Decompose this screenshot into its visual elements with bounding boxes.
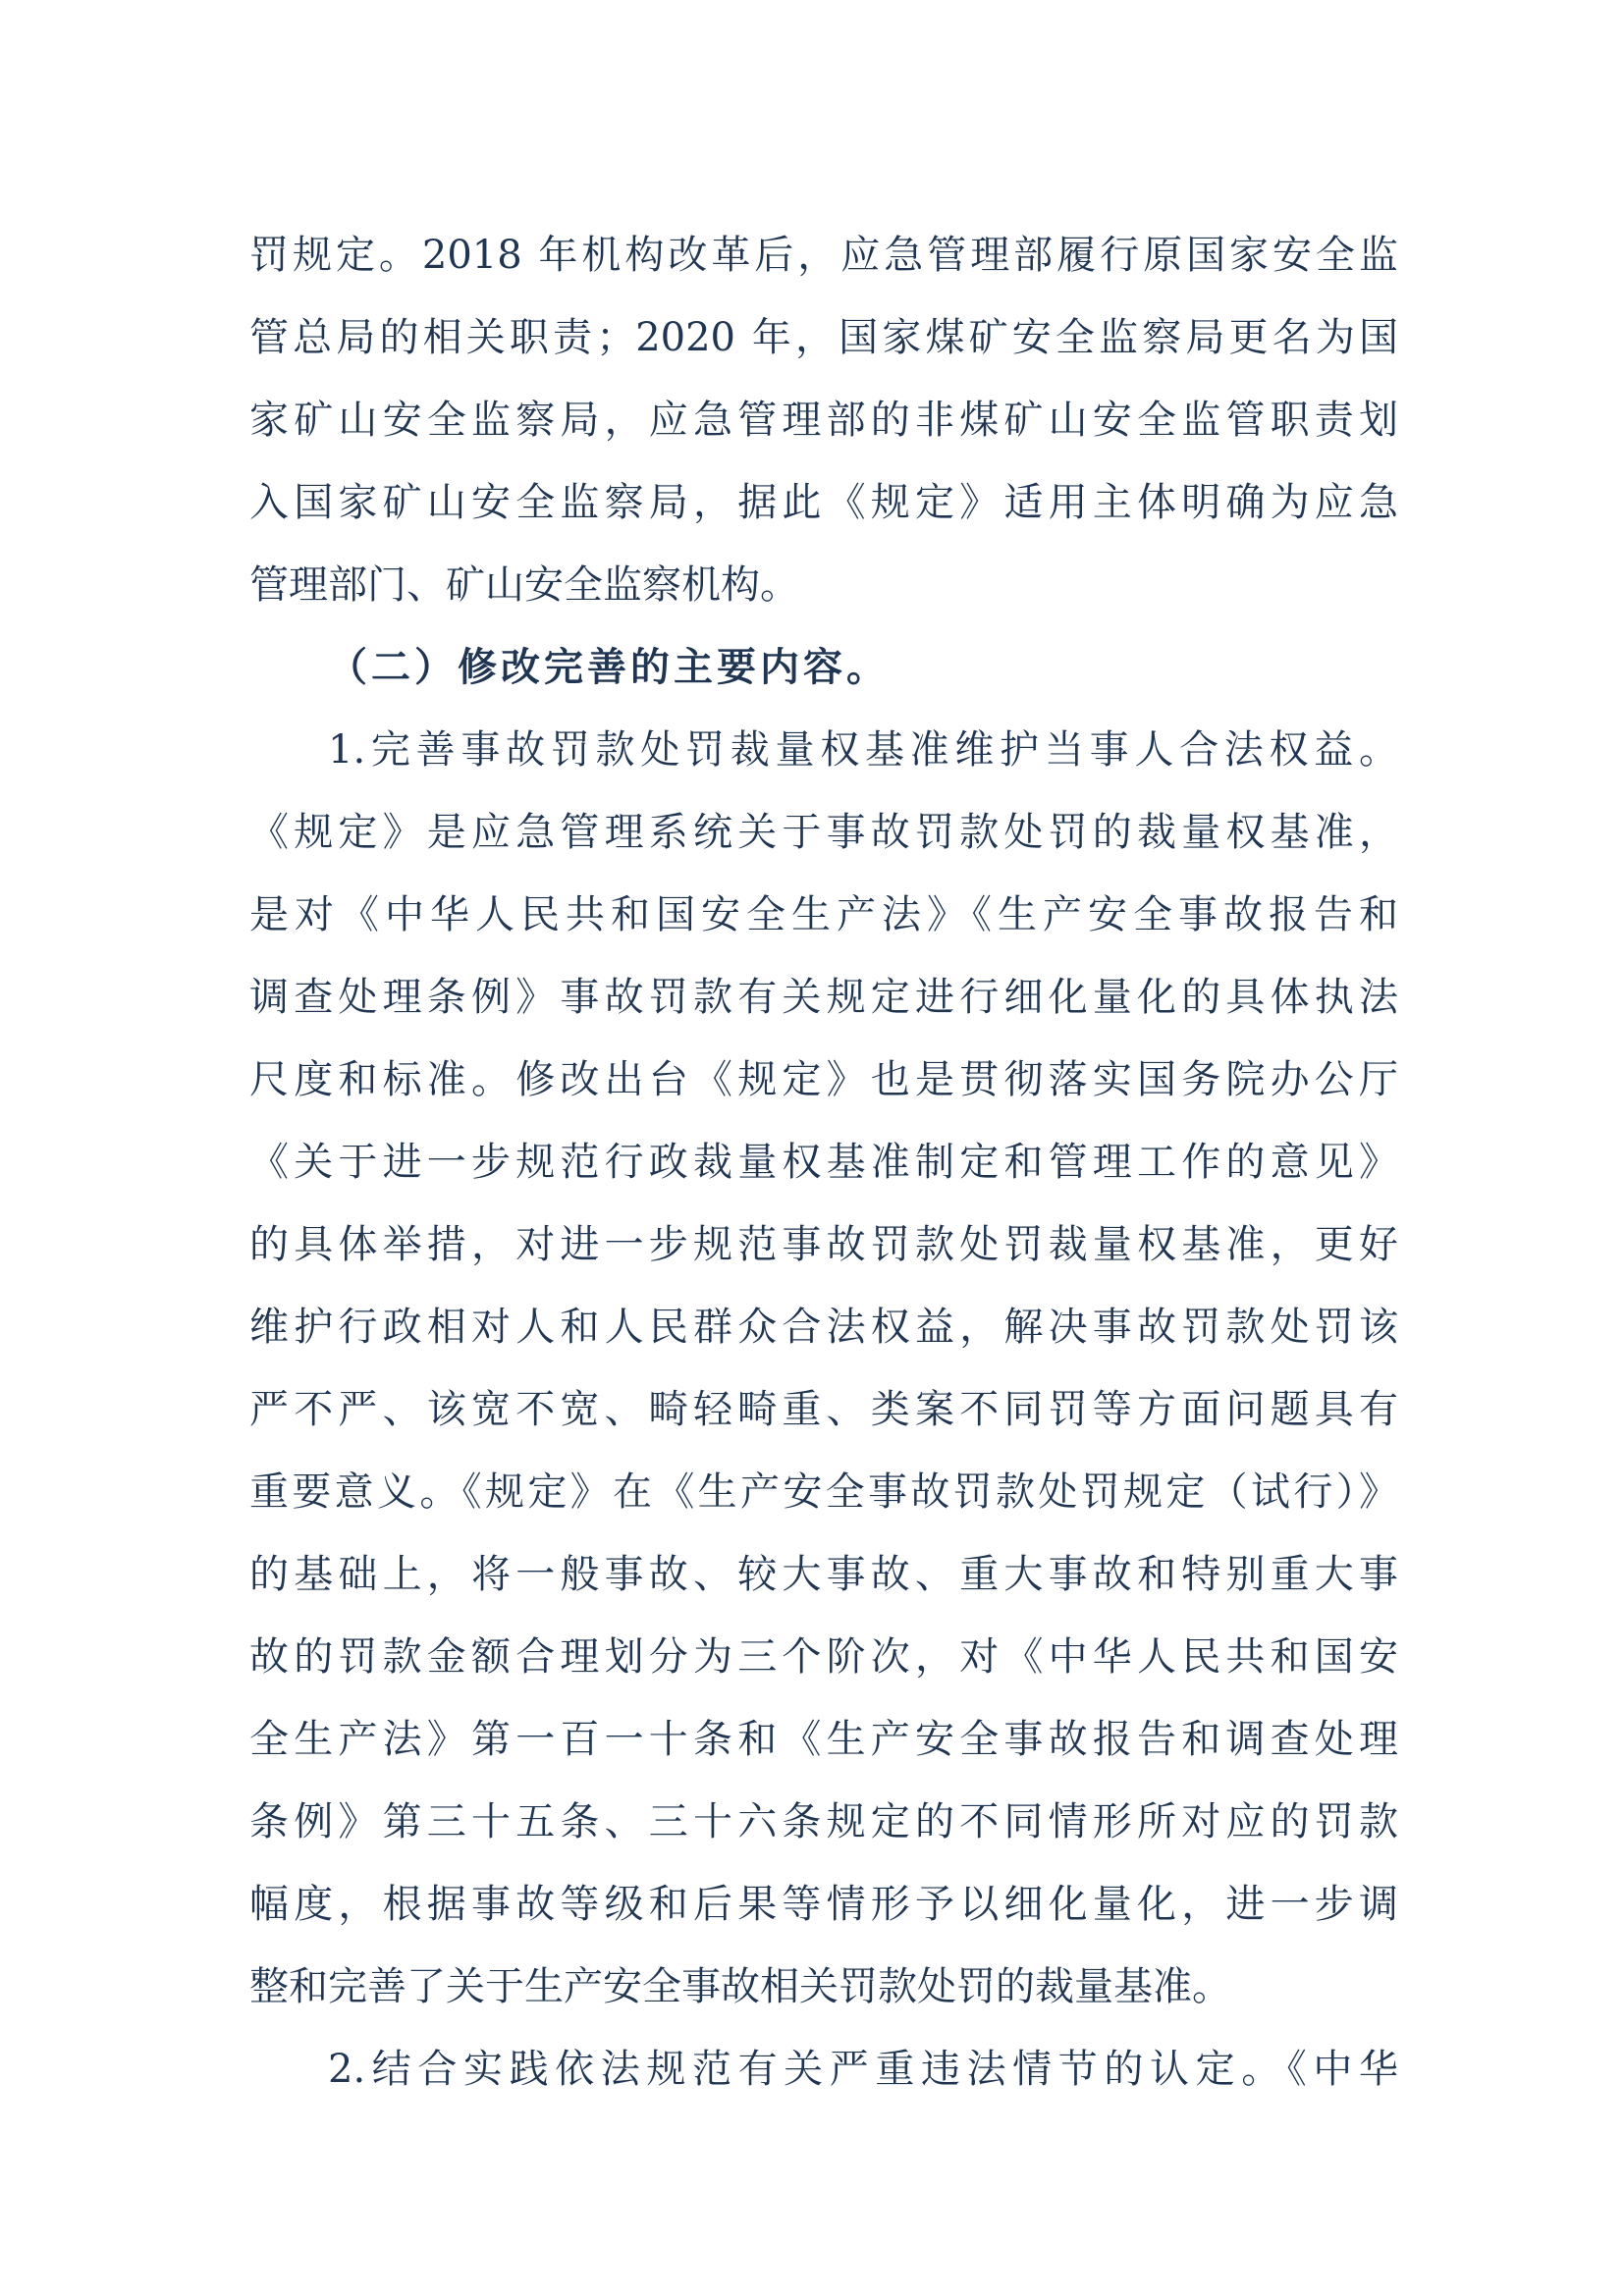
text-line: 管理部门、矿山安全监察机构。 (249, 562, 799, 608)
text-line: 故的罚款金额合理划分为三个阶次，对《中华人民共和国安 (249, 1634, 1398, 1680)
text-line: 维护行政相对人和人民群众合法权益，解决事故罚款处罚该 (249, 1305, 1398, 1350)
paragraph (249, 2028, 1398, 2110)
section-heading (249, 626, 1398, 709)
text-line: 条例》第三十五条、三十六条规定的不同情形所对应的罚款 (249, 1799, 1398, 1844)
text-line: 管总局的相关职责；2020 年，国家煤矿安全监察局更名为国 (249, 315, 1398, 360)
text-line: 1.完善事故罚款处罚裁量权基准维护当事人合法权益。 (328, 727, 1398, 773)
paragraph (249, 709, 1398, 2028)
text-line: 罚规定。2018 年机构改革后，应急管理部履行原国家安全监 (249, 233, 1398, 278)
document-body (249, 214, 1398, 2110)
text-line: 全生产法》第一百一十条和《生产安全事故报告和调查处理 (249, 1717, 1398, 1762)
text-line: 严不严、该宽不宽、畸轻畸重、类案不同罚等方面问题具有 (249, 1387, 1398, 1432)
section-heading-text: （二）修改完善的主要内容。 (328, 645, 890, 690)
text-line: 《关于进一步规范行政裁量权基准制定和管理工作的意见》 (249, 1140, 1398, 1185)
text-line: 家矿山安全监察局，应急管理部的非煤矿山安全监管职责划 (249, 398, 1398, 443)
text-line: 《规定》是应急管理系统关于事故罚款处罚的裁量权基准， (249, 810, 1398, 855)
text-line: 入国家矿山安全监察局，据此《规定》适用主体明确为应急 (249, 480, 1398, 525)
text-line: 的具体举措，对进一步规范事故罚款处罚裁量权基准，更好 (249, 1222, 1398, 1267)
paragraph (249, 214, 1398, 626)
text-line: 是对《中华人民共和国安全生产法》《生产安全事故报告和 (249, 892, 1398, 937)
text-line: 重要意义。《规定》在《生产安全事故罚款处罚规定（试行）》 (249, 1469, 1398, 1515)
text-line: 尺度和标准。修改出台《规定》也是贯彻落实国务院办公厅 (249, 1057, 1398, 1102)
text-line: 的基础上，将一般事故、较大事故、重大事故和特别重大事 (249, 1552, 1398, 1597)
text-line: 幅度，根据事故等级和后果等情形予以细化量化，进一步调 (249, 1882, 1398, 1927)
text-line: 调查处理条例》事故罚款有关规定进行细化量化的具体执法 (249, 975, 1398, 1020)
text-line: 2.结合实践依法规范有关严重违法情节的认定。《中华 (328, 2047, 1398, 2092)
text-line: 整和完善了关于生产安全事故相关罚款处罚的裁量基准。 (249, 1964, 1231, 2009)
